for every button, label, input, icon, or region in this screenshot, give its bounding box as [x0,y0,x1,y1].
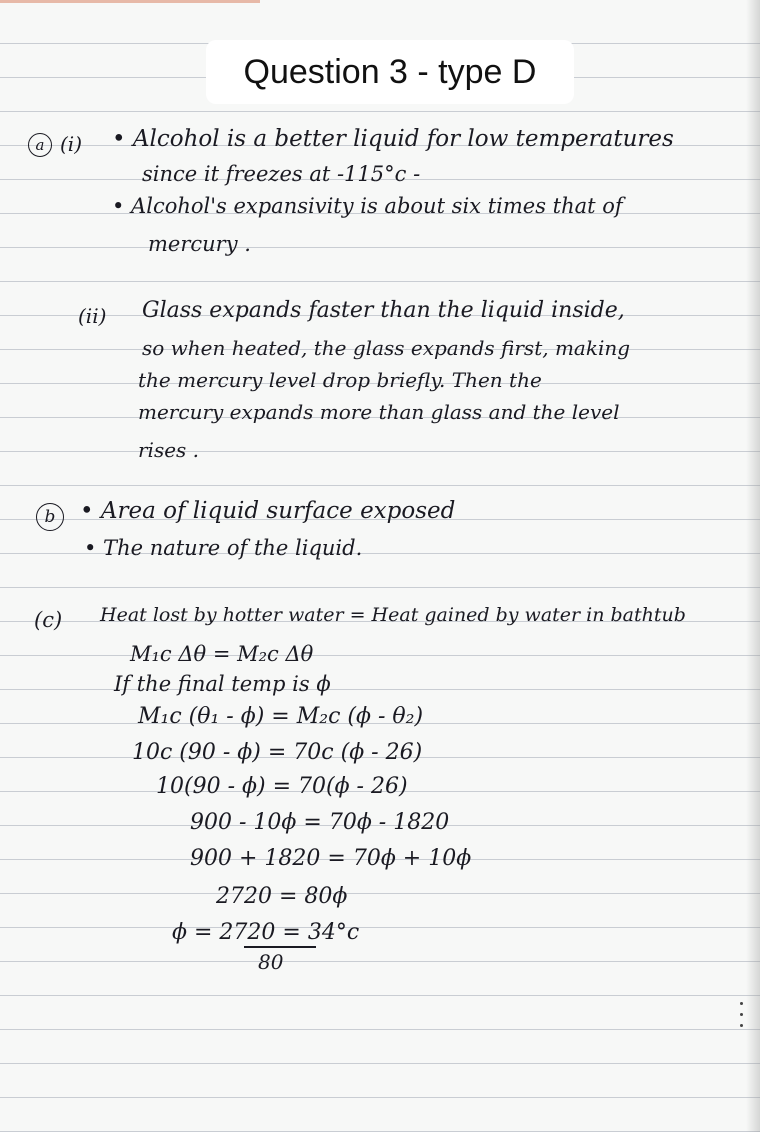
question-title-text: Question 3 - type D [243,52,537,91]
part-a-i-line-2: since it freezes at -115°c - [142,162,421,186]
question-title [206,40,574,104]
part-c-label: (c) [34,608,63,632]
part-a-ii-line-2: so when heated, the glass expands first, making [142,336,631,360]
part-a-ii-label: (ii) [78,304,107,328]
part-c-line-10: ϕ = 2720 = 34°c [172,920,360,945]
fraction-bar [244,946,316,948]
top-margin-line [0,0,260,3]
part-c-line-11: 80 [258,950,284,974]
part-a-ii-line-4: mercury expands more than glass and the level [138,400,620,424]
margin-dots [740,1002,744,1042]
part-b-label: b [44,507,56,527]
part-a-i-line-3: • Alcohol's expansivity is about six times that of [112,194,623,218]
page-edge-shadow [746,0,760,1132]
part-c-line-3: If the final temp is ϕ [114,672,331,696]
part-a-ii-line-1: Glass expands faster than the liquid inside, [142,298,625,323]
part-a-i-line-4: mercury . [148,232,251,256]
part-a-ii-line-5: rises . [138,438,200,462]
part-c-line-1: Heat lost by hotter water = Heat gained by water in bathtub [100,604,686,626]
part-c-line-5: 10c (90 - ϕ) = 70c (ϕ - 26) [132,740,423,765]
part-b-line-2: • The nature of the liquid. [84,536,363,560]
part-a-i-line-1: • Alcohol is a better liquid for low temperatures [112,126,674,152]
part-c-line-2: M₁c Δθ = M₂c Δθ [130,642,314,666]
part-a-ii-line-3: the mercury level drop briefly. Then the [138,368,542,392]
part-c-line-8: 900 + 1820 = 70ϕ + 10ϕ [190,846,472,871]
part-c-line-7: 900 - 10ϕ = 70ϕ - 1820 [190,810,450,835]
part-a-label: a [35,136,45,154]
part-c-line-4: M₁c (θ₁ - ϕ) = M₂c (ϕ - θ₂) [138,704,424,729]
part-b-line-1: • Area of liquid surface exposed [80,498,456,524]
part-b-marker [36,503,64,531]
part-a-marker [28,133,52,157]
part-a-i-label: (i) [60,132,83,156]
part-c-line-9: 2720 = 80ϕ [216,884,348,909]
part-c-line-6: 10(90 - ϕ) = 70(ϕ - 26) [156,774,408,799]
